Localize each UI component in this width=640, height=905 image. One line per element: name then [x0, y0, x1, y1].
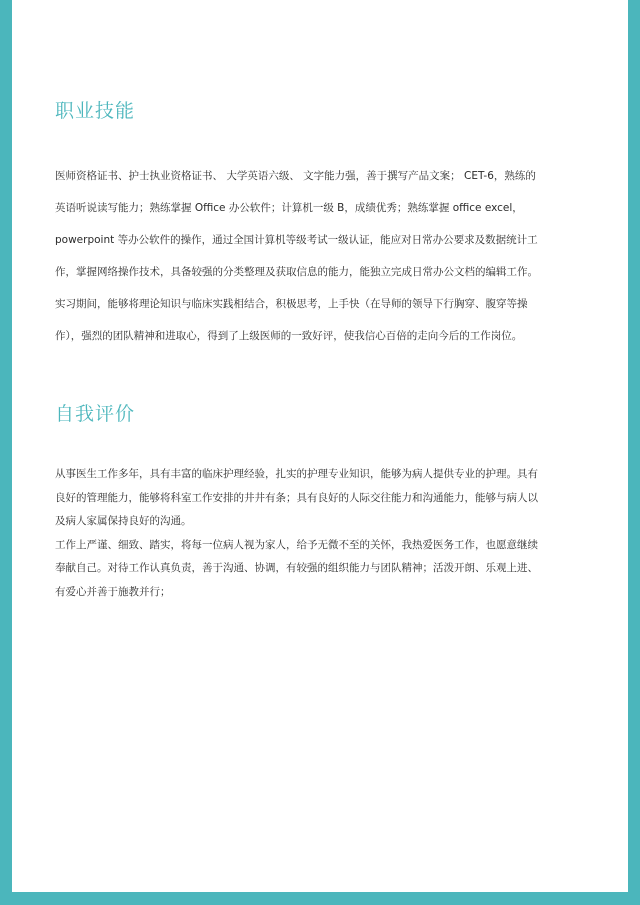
self-evaluation-line: 良好的管理能力，能够将科室工作安排的井井有条；具有良好的人际交往能力和沟通能力，能够与病人以 — [55, 491, 538, 504]
skills-line: 实习期间，能够将理论知识与临床实践相结合，积极思考，上手快（在导师的领导下行胸穿、腹穿等操 — [55, 298, 528, 310]
skills-line: 作，掌握网络操作技术，具备较强的分类整理及获取信息的能力，能独立完成日常办公文档的编辑工作。 — [55, 266, 538, 278]
self-evaluation-line: 奉献自己。对待工作认真负责，善于沟通、协调，有较强的组织能力与团队精神；活泼开朗、乐观上进、 — [55, 562, 538, 574]
self-evaluation-heading: 自我评价 — [55, 403, 136, 425]
skills-line: 英语听说读写能力；熟练掌握 Office 办公软件；计算机一级 B，成绩优秀；熟练掌握 office excel， — [55, 202, 523, 214]
skills-heading: 职业技能 — [55, 100, 136, 122]
skills-line: powerpoint 等办公软件的操作，通过全国计算机等级考试一级认证，能应对日常办公要求及数据统计工 — [55, 234, 538, 246]
document-page — [12, 0, 628, 892]
self-evaluation-line: 从事医生工作多年，具有丰富的临床护理经验，扎实的护理专业知识，能够为病人提供专业的护理。具有 — [55, 468, 538, 480]
skills-paragraph — [55, 160, 585, 352]
self-evaluation-line: 工作上严谨、细致、踏实，将每一位病人视为家人，给予无微不至的关怀，我热爱医务工作，也愿意继续 — [55, 538, 538, 551]
self-evaluation-paragraph — [55, 463, 585, 604]
skills-line: 作），强烈的团队精神和进取心，得到了上级医师的一致好评，使我信心百倍的走向今后的工作岗位。 — [55, 330, 523, 342]
self-evaluation-line: 及病人家属保持良好的沟通。 — [55, 515, 192, 527]
skills-line: 医师资格证书、护士执业资格证书、 大学英语六级、 文字能力强，善于撰写产品文案； CET-6，熟练的 — [55, 170, 536, 182]
self-evaluation-line: 有爱心并善于施教并行； — [55, 585, 171, 598]
